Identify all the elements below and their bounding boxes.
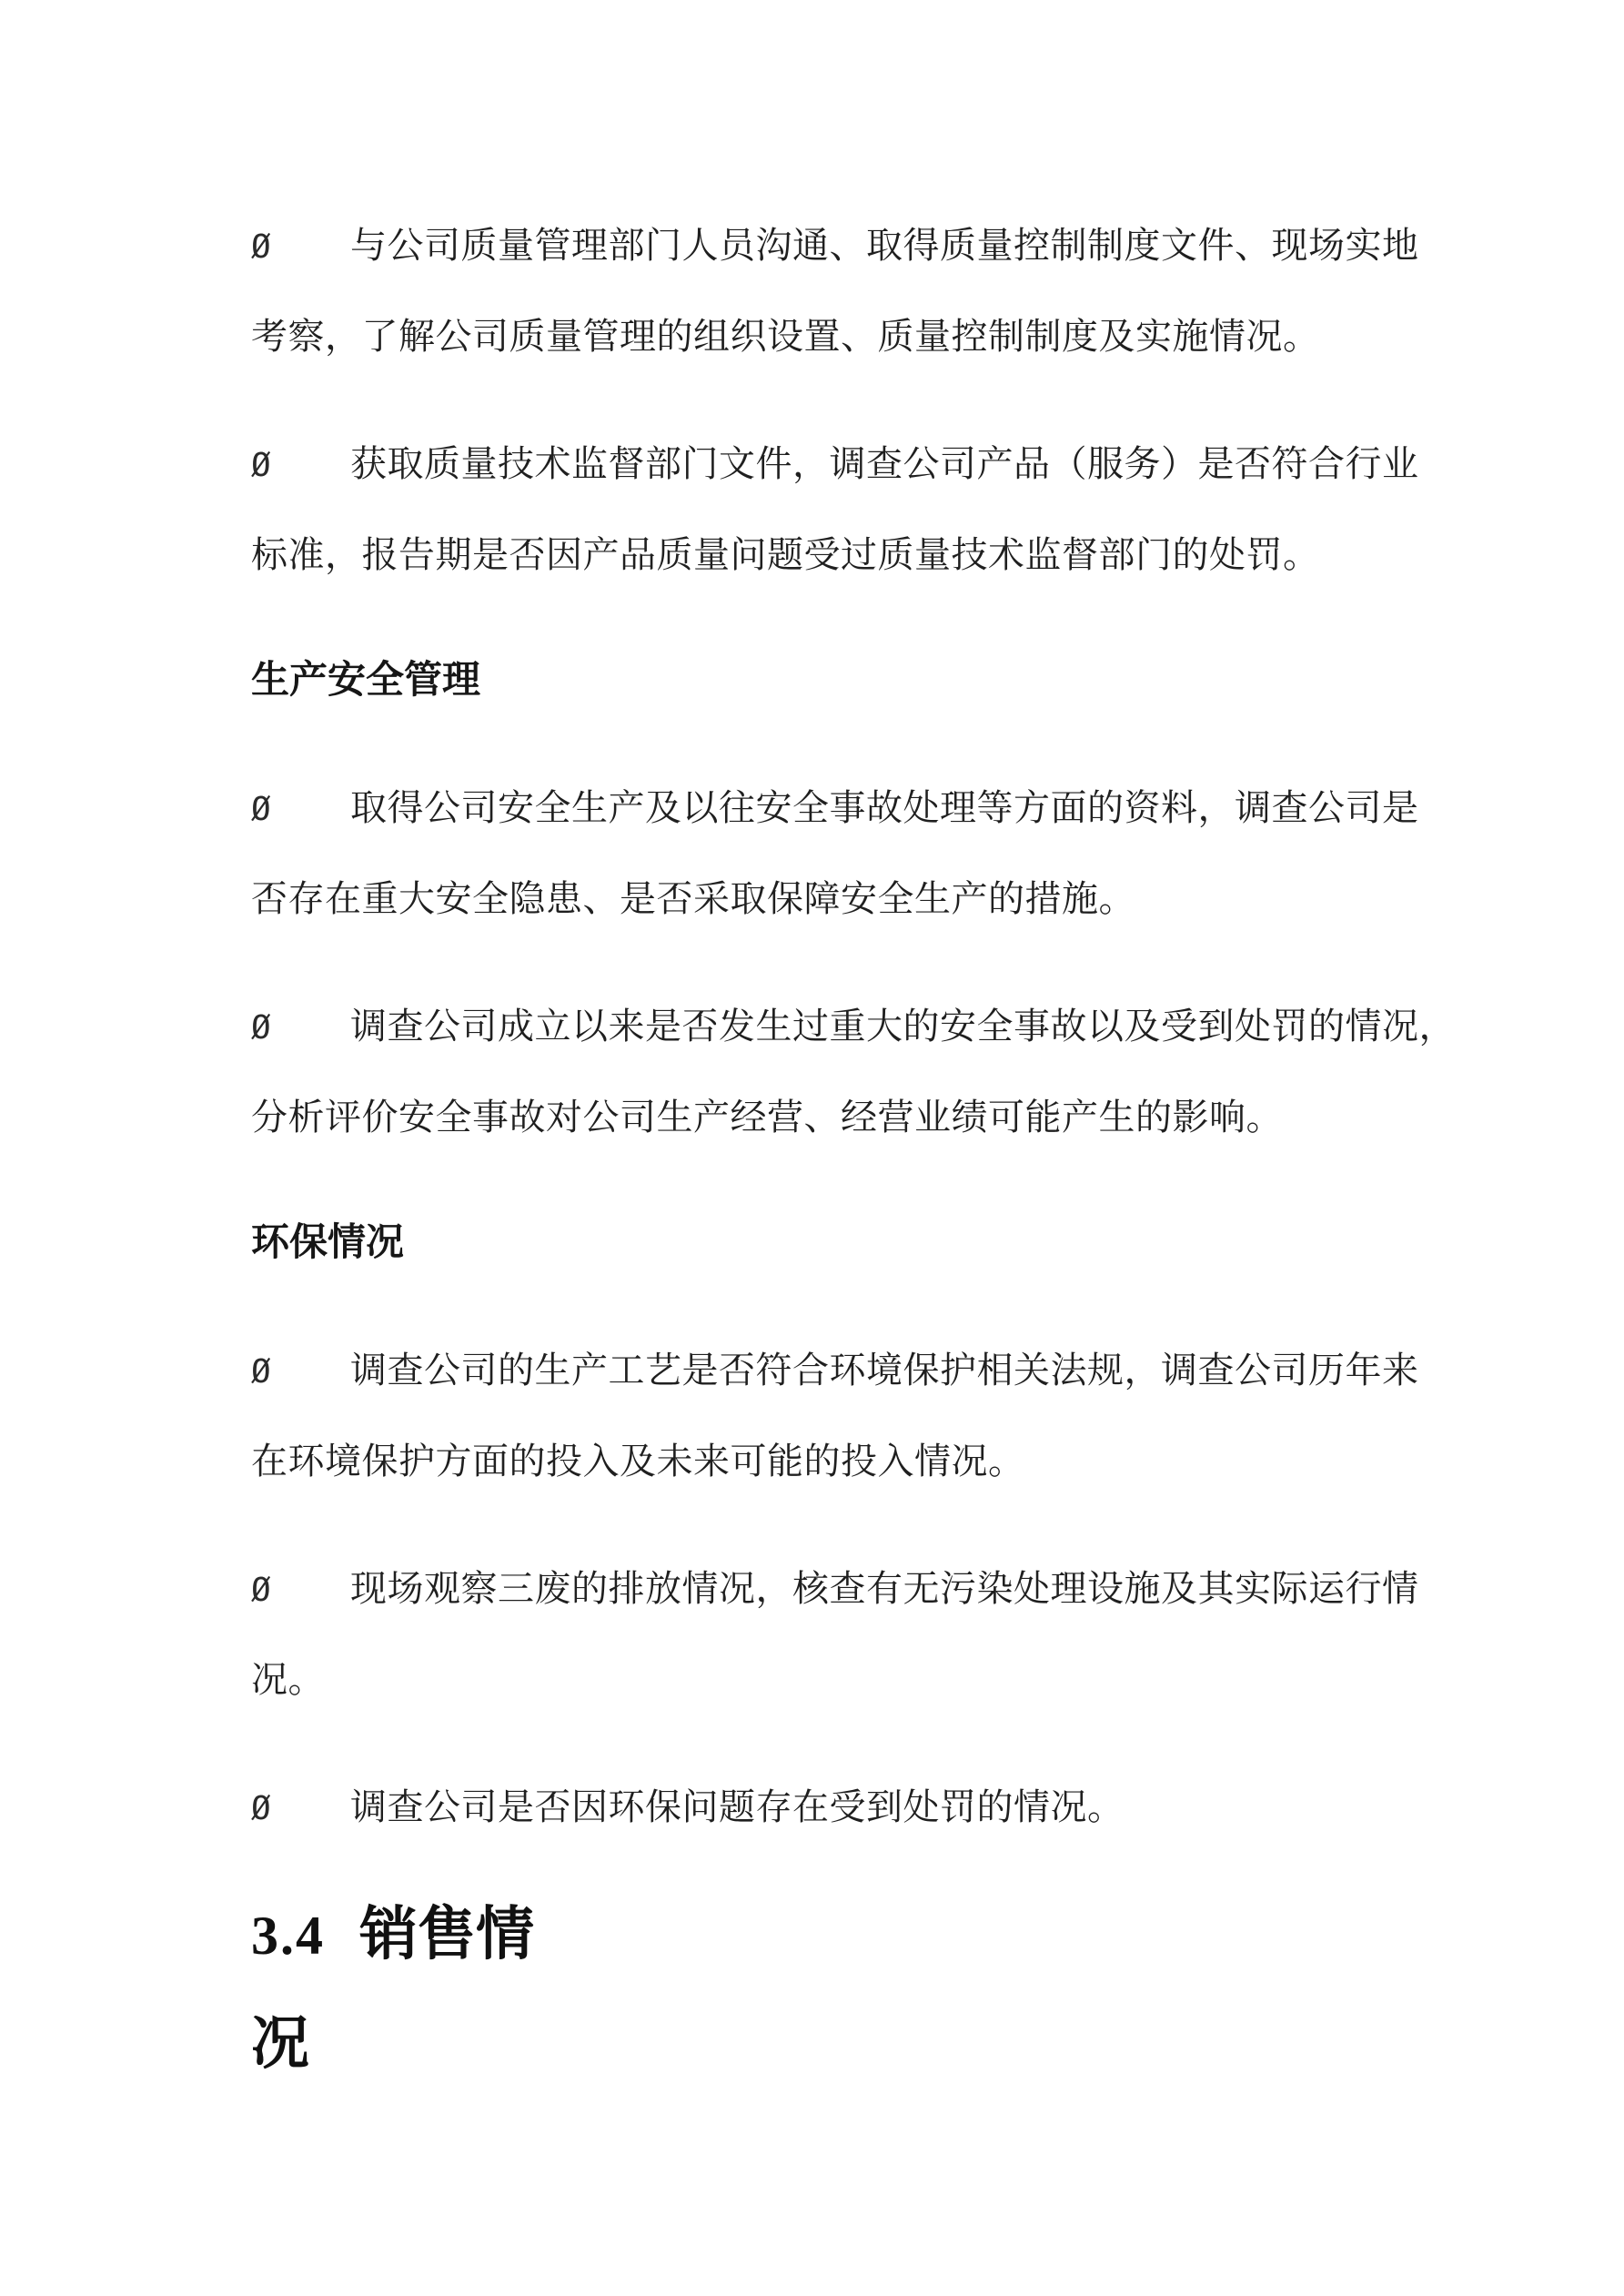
line-text: 标准，报告期是否因产品质量问题受过质量技术监督部门的处罚。 (251, 534, 1320, 575)
document-line (251, 981, 1456, 1072)
bullet-paragraph (251, 763, 1425, 945)
bullet-paragraph (251, 1543, 1425, 1725)
list-bullet: Ø (251, 1790, 272, 1827)
document-line (251, 1072, 1425, 1163)
document-line (251, 200, 1425, 291)
bullet-paragraph (251, 1325, 1425, 1507)
document-line (251, 1634, 1425, 1725)
bullet-paragraph (251, 419, 1425, 601)
line-text: 况。 (251, 1659, 325, 1700)
list-bullet: Ø (251, 1572, 272, 1609)
document-line (251, 510, 1425, 601)
line-text: 调查公司成立以来是否发生过重大的安全事故以及受到处罚的情况， (350, 1006, 1456, 1047)
section-heading-text: 况 (251, 2011, 309, 2076)
line-text: 与公司质量管理部门人员沟通、取得质量控制制度文件、现场实地 (350, 225, 1419, 266)
line-text: 取得公司安全生产及以往安全事故处理等方面的资料，调查公司是 (350, 787, 1419, 828)
line-text: 现场观察三废的排放情况，核查有无污染处理设施及其实际运行情 (350, 1568, 1419, 1609)
bullet-paragraph (251, 1762, 1425, 1853)
line-text: 在环境保护方面的投入及未来可能的投入情况。 (251, 1441, 1025, 1482)
sub-heading (251, 1198, 1425, 1289)
sub-heading-text: 环保情况 (251, 1222, 405, 1264)
document-line (251, 419, 1425, 510)
list-bullet: Ø (251, 447, 272, 484)
list-bullet: Ø (251, 791, 272, 828)
bullet-paragraph (251, 200, 1425, 382)
line-text: 获取质量技术监督部门文件，调查公司产品（服务）是否符合行业 (350, 443, 1419, 484)
document-line (251, 854, 1425, 945)
document-content (251, 0, 1456, 2099)
line-text: 调查公司是否因环保问题存在受到处罚的情况。 (350, 1786, 1125, 1827)
list-bullet: Ø (251, 228, 272, 266)
list-bullet: Ø (251, 1353, 272, 1391)
section-heading-line (251, 1989, 1425, 2099)
line-text: 考察，了解公司质量管理的组织设置、质量控制制度及实施情况。 (251, 316, 1320, 357)
document-line (251, 1543, 1425, 1634)
section-heading (251, 1880, 1425, 2099)
line-text: 分析评价安全事故对公司生产经营、经营业绩可能产生的影响。 (251, 1097, 1283, 1138)
line-text: 调查公司的生产工艺是否符合环境保护相关法规，调查公司历年来 (350, 1350, 1419, 1391)
document-line (251, 1325, 1425, 1416)
line-text: 否存在重大安全隐患、是否采取保障安全生产的措施。 (251, 878, 1135, 919)
section-number: 3.4 (251, 1906, 325, 1966)
document-line (251, 763, 1425, 854)
bullet-paragraph (251, 981, 1456, 1163)
section-heading-line (251, 1880, 1425, 1989)
sub-heading-text: 生产安全管理 (251, 660, 481, 702)
list-bullet: Ø (251, 1009, 272, 1047)
document-line (251, 1416, 1425, 1507)
document-line (251, 291, 1425, 382)
section-heading-text: 销售情 (359, 1902, 534, 1967)
sub-heading (251, 635, 1425, 726)
document-line (251, 1762, 1425, 1853)
